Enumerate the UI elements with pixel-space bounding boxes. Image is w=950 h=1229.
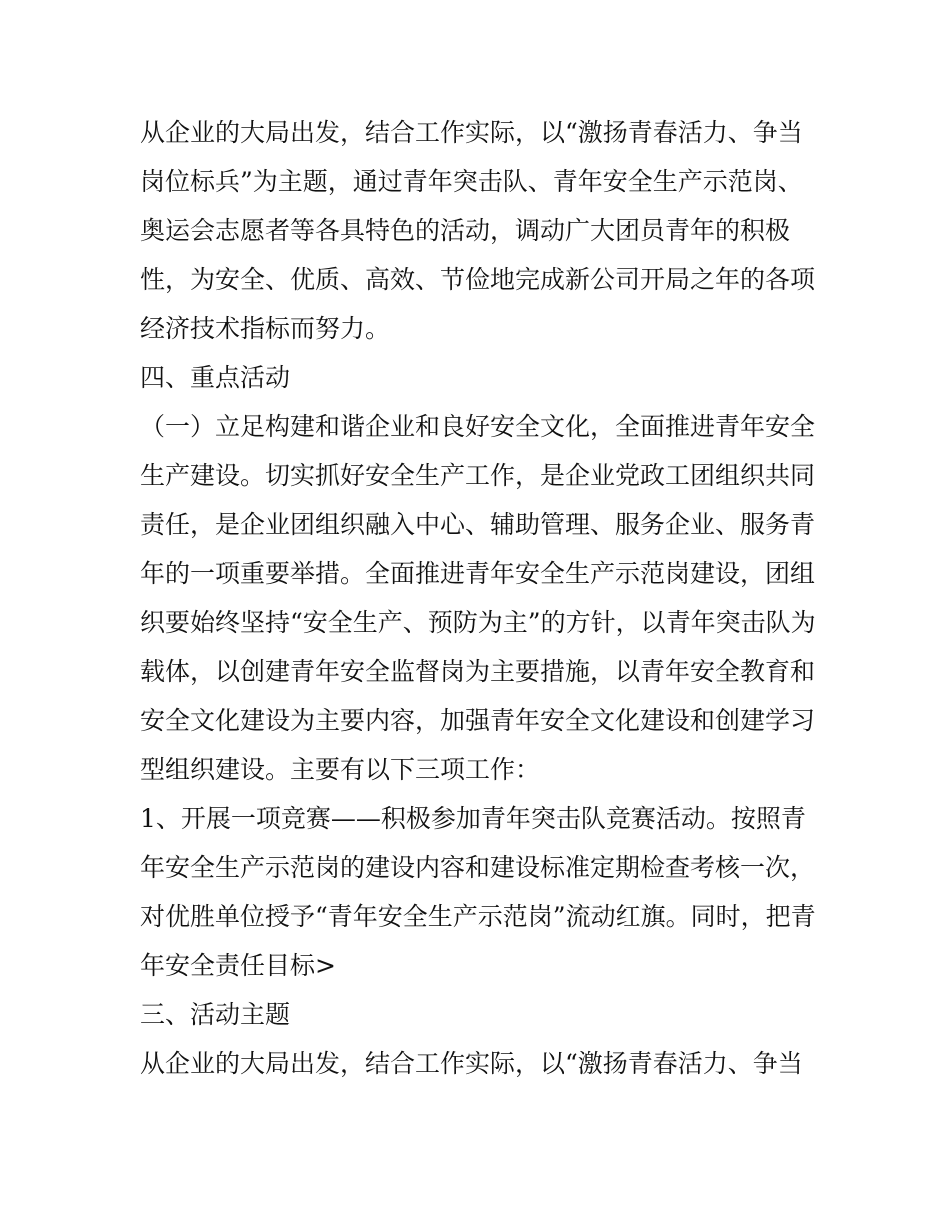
section-heading: 四、重点活动	[140, 363, 291, 392]
text-line: 经济技术指标而努力。	[140, 314, 391, 343]
text-line: 性，为安全、优质、高效、节俭地完成新公司开局之年的各项	[140, 265, 816, 294]
text-line: 责任，是企业团组织融入中心、辅助管理、服务企业、服务青	[140, 510, 816, 539]
text-line: 对优胜单位授予“青年安全生产示范岗”流动红旗。同时，把青	[140, 902, 816, 931]
text-line: 年的一项重要举措。全面推进青年安全生产示范岗建设，团组	[140, 559, 816, 588]
text-line: 从企业的大局出发，结合工作实际，以“激扬青春活力、争当	[140, 1049, 803, 1078]
text-line: 载体，以创建青年安全监督岗为主要措施，以青年安全教育和	[140, 657, 816, 686]
text-line: 奥运会志愿者等各具特色的活动，调动广大团员青年的积极	[140, 216, 791, 245]
text-line: 从企业的大局出发，结合工作实际，以“激扬青春活力、争当	[140, 118, 803, 147]
text-line: 年安全生产示范岗的建设内容和建设标准定期检查考核一次，	[140, 853, 816, 882]
text-line: 织要始终坚持“安全生产、预防为主”的方针，以青年突击队为	[140, 608, 816, 637]
text-line: 年安全责任目标>	[140, 951, 336, 980]
section-heading: 三、活动主题	[140, 1000, 291, 1029]
document-body	[140, 108, 816, 1088]
text-line: 安全文化建设为主要内容，加强青年安全文化建设和创建学习	[140, 706, 816, 735]
text-line: 生产建设。切实抓好安全生产工作，是企业党政工团组织共同	[140, 461, 816, 490]
text-line: 1、开展一项竞赛——积极参加青年突击队竞赛活动。按照青	[140, 804, 806, 833]
text-line: （一）立足构建和谐企业和良好安全文化，全面推进青年安全	[140, 412, 816, 441]
text-line: 岗位标兵”为主题，通过青年突击队、青年安全生产示范岗、	[140, 167, 803, 196]
text-line: 型组织建设。主要有以下三项工作：	[140, 755, 541, 784]
